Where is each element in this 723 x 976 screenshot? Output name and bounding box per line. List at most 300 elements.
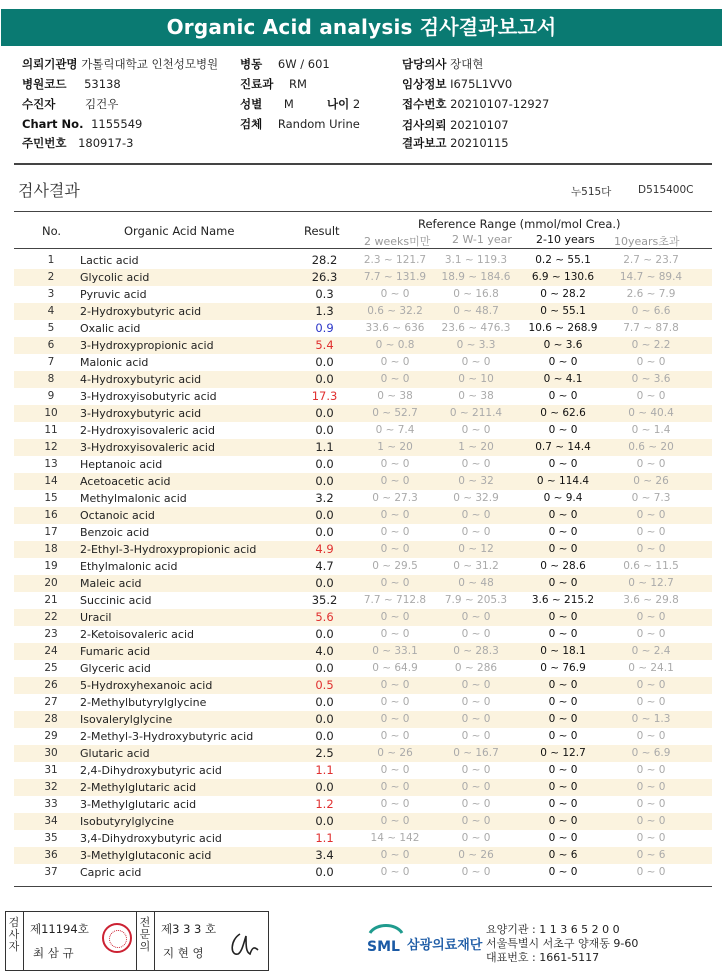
table-row — [14, 813, 712, 830]
row-range-10y-plus: 2.7 ~ 23.7 — [623, 254, 679, 266]
row-range-2w-1y: 0 ~ 32.9 — [453, 492, 499, 504]
row-no: 31 — [44, 764, 58, 776]
row-range-2w-1y: 0 ~ 32 — [458, 475, 494, 487]
row-acid-name: 3-Hydroxyisobutyric acid — [80, 390, 217, 403]
col-header-no: No. — [42, 224, 62, 238]
row-no: 18 — [44, 543, 58, 555]
row-acid-name: Glutaric acid — [80, 747, 150, 760]
row-acid-name: 3-Methylglutaconic acid — [80, 849, 212, 862]
doctor-value: 장대현 — [450, 57, 484, 71]
table-row — [14, 694, 712, 711]
patient-name-field — [22, 96, 118, 112]
row-no: 37 — [44, 866, 58, 878]
clinical-info-value: I675L1VV0 — [450, 77, 513, 91]
row-range-2w-1y: 0 ~ 0 — [461, 696, 491, 708]
row-range-2weeks: 0 ~ 33.1 — [372, 645, 418, 657]
lab-address: 서울특별시 서초구 양재동 9-60 — [486, 937, 639, 950]
sml-logo-icon — [366, 921, 406, 957]
row-range-2-10y: 0 ~ 0 — [548, 679, 578, 691]
row-no: 9 — [47, 390, 55, 402]
lab-code: 요양기관 : 1 1 3 6 5 2 0 0 — [486, 923, 620, 936]
row-result: 1.3 — [315, 304, 334, 318]
row-result: 5.4 — [315, 338, 334, 352]
row-acid-name: 2-Hydroxyisovaleric acid — [80, 424, 215, 437]
row-result: 3.2 — [315, 491, 334, 505]
row-range-2w-1y: 0 ~ 0 — [461, 526, 491, 538]
row-range-2w-1y: 0 ~ 0 — [461, 781, 491, 793]
row-acid-name: Maleic acid — [80, 577, 142, 590]
row-no: 1 — [47, 254, 55, 266]
row-range-2-10y: 0 ~ 0 — [548, 458, 578, 470]
table-row — [14, 677, 712, 694]
row-range-2w-1y: 0 ~ 0 — [461, 356, 491, 368]
row-range-2w-1y: 0 ~ 38 — [458, 390, 494, 402]
table-row — [14, 473, 712, 490]
row-result: 4.9 — [315, 542, 334, 556]
clinical-info-label: 임상정보 — [402, 77, 447, 91]
row-no: 24 — [44, 645, 58, 657]
row-range-10y-plus: 0 ~ 0 — [636, 628, 666, 640]
row-range-2-10y: 0 ~ 12.7 — [540, 747, 586, 759]
row-acid-name: Ethylmalonic acid — [80, 560, 178, 573]
col-header-name: Organic Acid Name — [124, 224, 235, 238]
row-range-2-10y: 0 ~ 0 — [548, 577, 578, 589]
row-range-2weeks: 0 ~ 0 — [380, 849, 410, 861]
row-result: 0.0 — [315, 627, 334, 641]
row-range-2-10y: 0 ~ 4.1 — [543, 373, 583, 385]
sex-field — [240, 96, 294, 112]
table-row — [14, 507, 712, 524]
row-acid-name: Heptanoic acid — [80, 458, 163, 471]
row-range-2-10y: 0 ~ 28.6 — [540, 560, 586, 572]
report-title: Organic Acid analysis 검사결과보고서 — [1, 9, 722, 46]
header-divider — [14, 163, 712, 165]
row-range-2w-1y: 3.1 ~ 119.3 — [444, 254, 508, 266]
row-range-2-10y: 0 ~ 0 — [548, 628, 578, 640]
col-header-result: Result — [304, 224, 340, 238]
row-acid-name: Benzoic acid — [80, 526, 150, 539]
row-range-2w-1y: 0 ~ 0 — [461, 866, 491, 878]
row-range-2weeks: 0 ~ 0 — [380, 509, 410, 521]
row-range-2weeks: 0 ~ 0 — [380, 288, 410, 300]
report-date-label: 결과보고 — [402, 136, 447, 150]
verifier-label: 전문의 — [139, 916, 151, 953]
row-range-2-10y: 0 ~ 114.4 — [536, 475, 590, 487]
table-row — [14, 524, 712, 541]
report-date-value: 20210115 — [450, 136, 509, 150]
row-range-2-10y: 0 ~ 0 — [548, 866, 578, 878]
sig-divider — [136, 912, 137, 970]
row-result: 0.0 — [315, 525, 334, 539]
row-range-10y-plus: 0 ~ 1.4 — [631, 424, 671, 436]
row-range-2weeks: 0 ~ 27.3 — [372, 492, 418, 504]
row-range-2weeks: 14 ~ 142 — [370, 832, 420, 844]
row-result: 0.9 — [315, 321, 334, 335]
patient-name-value: 김건우 — [84, 97, 119, 111]
row-result: 0.0 — [315, 474, 334, 488]
row-range-2weeks: 0 ~ 0 — [380, 730, 410, 742]
row-range-2w-1y: 0 ~ 0 — [461, 424, 491, 436]
row-range-10y-plus: 0 ~ 6.9 — [631, 747, 671, 759]
chart-no-field — [22, 117, 142, 131]
row-no: 17 — [44, 526, 58, 538]
row-no: 16 — [44, 509, 58, 521]
row-no: 14 — [44, 475, 58, 487]
row-range-2w-1y: 0 ~ 0 — [461, 832, 491, 844]
row-range-10y-plus: 0 ~ 0 — [636, 356, 666, 368]
row-range-2weeks: 0 ~ 29.5 — [372, 560, 418, 572]
row-range-2w-1y: 0 ~ 0 — [461, 458, 491, 470]
row-range-2-10y: 0 ~ 28.2 — [540, 288, 586, 300]
row-range-2w-1y: 0 ~ 48.7 — [453, 305, 499, 317]
specimen-value: Random Urine — [277, 117, 360, 131]
row-result: 0.0 — [315, 457, 334, 471]
table-row — [14, 626, 712, 643]
row-range-2-10y: 0 ~ 0 — [548, 832, 578, 844]
row-range-10y-plus: 0 ~ 2.2 — [631, 339, 671, 351]
row-acid-name: Succinic acid — [80, 594, 152, 607]
table-row — [14, 439, 712, 456]
row-range-10y-plus: 7.7 ~ 87.8 — [623, 322, 679, 334]
row-range-2w-1y: 0 ~ 10 — [458, 373, 494, 385]
row-range-2weeks: 0 ~ 0 — [380, 713, 410, 725]
row-result: 0.0 — [315, 865, 334, 879]
row-range-2-10y: 0 ~ 18.1 — [540, 645, 586, 657]
row-no: 35 — [44, 832, 58, 844]
row-no: 5 — [47, 322, 55, 334]
row-no: 29 — [44, 730, 58, 742]
row-no: 12 — [44, 441, 58, 453]
row-no: 7 — [47, 356, 55, 368]
row-range-2weeks: 0 ~ 0 — [380, 458, 410, 470]
row-range-2w-1y: 0 ~ 211.4 — [449, 407, 503, 419]
row-result: 1.2 — [315, 797, 334, 811]
row-no: 15 — [44, 492, 58, 504]
row-range-10y-plus: 0.6 ~ 11.5 — [623, 560, 679, 572]
row-acid-name: 2-Ketoisovaleric acid — [80, 628, 194, 641]
ward-field — [240, 56, 330, 72]
specimen-field — [240, 116, 360, 132]
age-value: 2 — [352, 97, 361, 111]
row-range-2-10y: 0 ~ 76.9 — [540, 662, 586, 674]
table-row — [14, 796, 712, 813]
row-range-2-10y: 6.9 ~ 130.6 — [531, 271, 595, 283]
row-result: 4.0 — [315, 644, 334, 658]
row-range-2-10y: 0 ~ 0 — [548, 781, 578, 793]
department-field — [240, 76, 307, 92]
row-range-2weeks: 0 ~ 7.4 — [375, 424, 415, 436]
row-range-2-10y: 0 ~ 0 — [548, 764, 578, 776]
row-range-2weeks: 0 ~ 0.8 — [375, 339, 415, 351]
sex-label: 성별 — [240, 97, 263, 111]
request-date-value: 20210107 — [450, 118, 509, 132]
specimen-label: 검체 — [240, 117, 263, 131]
hospital-code-value: 53138 — [84, 77, 121, 91]
row-range-2-10y: 0 ~ 0 — [548, 730, 578, 742]
age-field — [327, 96, 360, 112]
row-range-2weeks: 0 ~ 0 — [380, 628, 410, 640]
row-range-2weeks: 0 ~ 38 — [377, 390, 413, 402]
row-result: 1.1 — [315, 763, 334, 777]
row-range-2w-1y: 0 ~ 28.3 — [453, 645, 499, 657]
row-acid-name: 2-Methyl-3-Hydroxybutyric acid — [80, 730, 254, 743]
doctor-label: 담당의사 — [402, 57, 447, 71]
row-result: 17.3 — [311, 389, 338, 403]
request-date-label: 검사의뢰 — [402, 118, 447, 132]
row-range-10y-plus: 0 ~ 0 — [636, 509, 666, 521]
row-range-2w-1y: 0 ~ 3.3 — [456, 339, 496, 351]
row-no: 8 — [47, 373, 55, 385]
row-acid-name: Glyceric acid — [80, 662, 151, 675]
institution-value: 가톨릭대학교 인천성모병원 — [81, 57, 219, 71]
row-range-10y-plus: 0 ~ 3.6 — [631, 373, 671, 385]
row-range-2weeks: 0 ~ 0 — [380, 526, 410, 538]
row-no: 25 — [44, 662, 58, 674]
receipt-no-label: 접수번호 — [402, 97, 447, 111]
table-row — [14, 405, 712, 422]
row-result: 0.0 — [315, 355, 334, 369]
row-range-10y-plus: 0 ~ 0 — [636, 526, 666, 538]
hospital-code-label: 병원코드 — [22, 77, 67, 91]
row-no: 13 — [44, 458, 58, 470]
table-row — [14, 609, 712, 626]
row-no: 34 — [44, 815, 58, 827]
row-acid-name: Fumaric acid — [80, 645, 151, 658]
table-row — [14, 320, 712, 337]
table-row — [14, 592, 712, 609]
row-range-2-10y: 0 ~ 9.4 — [543, 492, 583, 504]
table-row — [14, 558, 712, 575]
institution-label: 의뢰기관명 — [22, 57, 78, 71]
row-range-2-10y: 0 ~ 0 — [548, 424, 578, 436]
table-row — [14, 643, 712, 660]
row-range-2w-1y: 0 ~ 0 — [461, 798, 491, 810]
row-range-10y-plus: 0 ~ 12.7 — [628, 577, 674, 589]
row-result: 5.6 — [315, 610, 334, 624]
doctor-field — [402, 56, 483, 72]
row-range-10y-plus: 0 ~ 0 — [636, 815, 666, 827]
table-row — [14, 711, 712, 728]
row-range-10y-plus: 0 ~ 0 — [636, 781, 666, 793]
table-header-rule — [14, 248, 712, 249]
row-range-10y-plus: 0 ~ 0 — [636, 866, 666, 878]
row-acid-name: 2-Ethyl-3-Hydroxypropionic acid — [80, 543, 257, 556]
resident-no-value: 180917-3 — [78, 136, 134, 150]
row-range-10y-plus: 0 ~ 0 — [636, 832, 666, 844]
row-range-10y-plus: 0 ~ 6.6 — [631, 305, 671, 317]
resident-no-label: 주민번호 — [22, 136, 67, 150]
row-range-2-10y: 0 ~ 62.6 — [540, 407, 586, 419]
row-range-10y-plus: 14.7 ~ 89.4 — [619, 271, 683, 283]
row-acid-name: Isobutyrylglycine — [80, 815, 174, 828]
table-row — [14, 388, 712, 405]
row-acid-name: Malonic acid — [80, 356, 149, 369]
table-row — [14, 354, 712, 371]
row-range-2-10y: 0.7 ~ 14.4 — [535, 441, 591, 453]
row-acid-name: Uracil — [80, 611, 112, 624]
row-acid-name: 4-Hydroxybutyric acid — [80, 373, 202, 386]
row-acid-name: 2-Methylbutyrylglycine — [80, 696, 207, 709]
row-no: 3 — [47, 288, 55, 300]
row-range-2w-1y: 18.9 ~ 184.6 — [441, 271, 511, 283]
hospital-code-field — [22, 76, 121, 92]
top-edge — [0, 0, 723, 7]
signature-box — [5, 911, 269, 971]
table-row — [14, 660, 712, 677]
row-no: 28 — [44, 713, 58, 725]
row-range-10y-plus: 0 ~ 0 — [636, 458, 666, 470]
ward-value: 6W / 601 — [277, 57, 330, 71]
row-acid-name: 3-Hydroxyisovaleric acid — [80, 441, 215, 454]
row-range-2w-1y: 0 ~ 0 — [461, 628, 491, 640]
section-code-1: 누515다 — [571, 186, 612, 198]
row-range-10y-plus: 0 ~ 7.3 — [631, 492, 671, 504]
row-acid-name: Isovalerylglycine — [80, 713, 173, 726]
table-row — [14, 779, 712, 796]
row-range-10y-plus: 0 ~ 0 — [636, 390, 666, 402]
table-row — [14, 456, 712, 473]
row-acid-name: 3-Hydroxypropionic acid — [80, 339, 214, 352]
row-range-2weeks: 0 ~ 0 — [380, 679, 410, 691]
row-range-2-10y: 3.6 ~ 215.2 — [531, 594, 595, 606]
table-top-rule — [14, 211, 712, 212]
row-range-2weeks: 0.6 ~ 32.2 — [367, 305, 423, 317]
clinical-info-field — [402, 76, 512, 92]
row-range-10y-plus: 0 ~ 0 — [636, 798, 666, 810]
sex-value: M — [283, 97, 294, 111]
table-row — [14, 541, 712, 558]
institution-field — [22, 56, 218, 72]
row-range-2w-1y: 0 ~ 0 — [461, 611, 491, 623]
inspector-seal-icon — [102, 923, 132, 953]
row-range-2w-1y: 1 ~ 20 — [458, 441, 494, 453]
chart-no-label: Chart No. — [22, 117, 84, 131]
row-result: 0.0 — [315, 576, 334, 590]
row-acid-name: 5-Hydroxyhexanoic acid — [80, 679, 213, 692]
row-range-10y-plus: 0 ~ 0 — [636, 730, 666, 742]
row-no: 4 — [47, 305, 55, 317]
row-range-2-10y: 0 ~ 0 — [548, 611, 578, 623]
row-result: 4.7 — [315, 559, 334, 573]
row-range-2weeks: 0 ~ 0 — [380, 764, 410, 776]
row-range-2-10y: 0 ~ 0 — [548, 543, 578, 555]
row-no: 27 — [44, 696, 58, 708]
col-header-reference: Reference Range (mmol/mol Crea.) — [418, 217, 621, 231]
verifier-no: 제3 3 3 호 — [161, 922, 217, 936]
row-range-2-10y: 0 ~ 6 — [548, 849, 578, 861]
row-result: 0.0 — [315, 712, 334, 726]
section-code-2: D515400C — [638, 184, 694, 196]
row-range-2w-1y: 0 ~ 0 — [461, 730, 491, 742]
row-no: 36 — [44, 849, 58, 861]
row-result: 0.0 — [315, 406, 334, 420]
row-no: 21 — [44, 594, 58, 606]
row-range-10y-plus: 0 ~ 0 — [636, 611, 666, 623]
row-range-2w-1y: 0 ~ 0 — [461, 509, 491, 521]
row-result: 3.4 — [315, 848, 334, 862]
table-row — [14, 575, 712, 592]
row-no: 32 — [44, 781, 58, 793]
department-value: RM — [288, 77, 307, 91]
row-range-2w-1y: 0 ~ 286 — [454, 662, 498, 674]
row-result: 0.0 — [315, 729, 334, 743]
row-result: 0.0 — [315, 661, 334, 675]
row-range-2w-1y: 0 ~ 0 — [461, 679, 491, 691]
row-result: 2.5 — [315, 746, 334, 760]
table-row — [14, 422, 712, 439]
row-result: 35.2 — [311, 593, 338, 607]
inspector-no: 제11194호 — [30, 922, 89, 936]
row-range-10y-plus: 2.6 ~ 7.9 — [626, 288, 676, 300]
row-no: 11 — [44, 424, 58, 436]
table-row — [14, 252, 712, 269]
row-range-2-10y: 0.2 ~ 55.1 — [535, 254, 591, 266]
row-range-2w-1y: 0 ~ 0 — [461, 713, 491, 725]
row-range-2-10y: 0 ~ 55.1 — [540, 305, 586, 317]
row-range-2weeks: 0 ~ 0 — [380, 781, 410, 793]
row-range-2w-1y: 0 ~ 12 — [458, 543, 494, 555]
row-range-2weeks: 1 ~ 20 — [377, 441, 413, 453]
row-range-10y-plus: 0 ~ 0 — [636, 543, 666, 555]
row-range-2weeks: 0 ~ 0 — [380, 866, 410, 878]
row-acid-name: Pyruvic acid — [80, 288, 147, 301]
row-range-2weeks: 0 ~ 0 — [380, 475, 410, 487]
row-result: 0.0 — [315, 780, 334, 794]
table-row — [14, 728, 712, 745]
row-range-2weeks: 0 ~ 0 — [380, 611, 410, 623]
row-range-2w-1y: 0 ~ 48 — [458, 577, 494, 589]
row-range-2weeks: 7.7 ~ 131.9 — [363, 271, 427, 283]
row-range-2weeks: 7.7 ~ 712.8 — [363, 594, 427, 606]
receipt-no-value: 20210107-12927 — [450, 97, 550, 111]
row-range-2-10y: 0 ~ 0 — [548, 390, 578, 402]
row-range-2-10y: 0 ~ 0 — [548, 526, 578, 538]
row-range-2-10y: 0 ~ 3.6 — [543, 339, 583, 351]
table-row — [14, 762, 712, 779]
row-range-2-10y: 0 ~ 0 — [548, 696, 578, 708]
row-range-2w-1y: 0 ~ 16.7 — [453, 747, 499, 759]
row-no: 10 — [44, 407, 58, 419]
table-row — [14, 303, 712, 320]
row-acid-name: Octanoic acid — [80, 509, 155, 522]
row-result: 1.1 — [315, 440, 334, 454]
col-header-age-1: 2 W-1 year — [452, 233, 512, 246]
row-no: 19 — [44, 560, 58, 572]
row-range-2weeks: 0 ~ 52.7 — [372, 407, 418, 419]
verifier-name: 지 현 영 — [163, 946, 204, 960]
row-range-10y-plus: 0 ~ 6 — [636, 849, 666, 861]
ward-label: 병동 — [240, 57, 263, 71]
row-range-2weeks: 0 ~ 0 — [380, 696, 410, 708]
row-range-10y-plus: 0 ~ 0 — [636, 764, 666, 776]
table-row — [14, 490, 712, 507]
chart-no-value: 1155549 — [91, 117, 143, 131]
table-row — [14, 371, 712, 388]
row-no: 6 — [47, 339, 55, 351]
row-acid-name: 3-Methylglutaric acid — [80, 798, 197, 811]
row-acid-name: 3-Hydroxybutyric acid — [80, 407, 202, 420]
row-result: 26.3 — [311, 270, 338, 284]
col-header-age-3: 10years초과 — [614, 235, 680, 248]
row-range-2-10y: 10.6 ~ 268.9 — [528, 322, 598, 334]
inspector-label: 검사자 — [8, 916, 20, 953]
row-acid-name: 2-Hydroxybutyric acid — [80, 305, 202, 318]
row-acid-name: 3,4-Dihydroxybutyric acid — [80, 832, 222, 845]
lab-phone: 대표번호 : 1661-5117 — [486, 951, 600, 964]
row-range-2weeks: 0 ~ 0 — [380, 356, 410, 368]
age-label: 나이 — [327, 97, 350, 111]
row-range-2w-1y: 23.6 ~ 476.3 — [441, 322, 511, 334]
